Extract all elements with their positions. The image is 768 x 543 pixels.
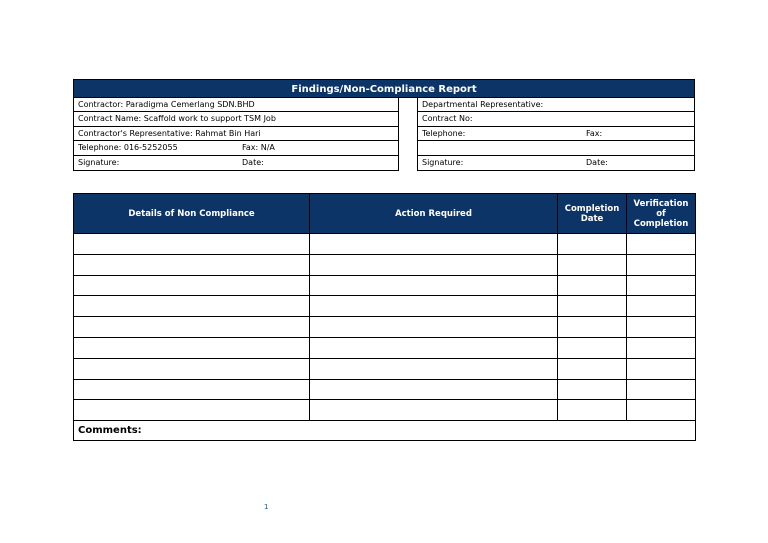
- contractor-phone-row: [74, 141, 398, 155]
- action-cell[interactable]: [310, 400, 558, 421]
- action-cell[interactable]: [310, 296, 558, 317]
- completion-cell[interactable]: [558, 234, 627, 255]
- completion-cell[interactable]: [558, 317, 627, 338]
- header-verification-line3: Completion: [633, 218, 689, 229]
- contractor-signature: Signature:: [78, 157, 120, 167]
- verification-cell[interactable]: [627, 296, 696, 317]
- table-row: [74, 379, 696, 400]
- verification-cell[interactable]: [627, 254, 696, 275]
- contractor-text: Contractor: Paradigma Cemerlang SDN.BHD: [78, 100, 255, 109]
- action-cell[interactable]: [310, 337, 558, 358]
- contract-name-row: [74, 112, 398, 126]
- completion-cell[interactable]: [558, 358, 627, 379]
- table-row: [74, 400, 696, 421]
- action-cell[interactable]: [310, 358, 558, 379]
- verification-cell[interactable]: [627, 358, 696, 379]
- dept-rep-row: [418, 98, 694, 112]
- verification-cell[interactable]: [627, 400, 696, 421]
- header-verification: [627, 194, 696, 234]
- details-cell[interactable]: [74, 317, 310, 338]
- header-completion-line1: Completion: [564, 203, 620, 214]
- dept-blank-row: [418, 141, 694, 155]
- header-details: Details of Non Compliance: [74, 194, 310, 234]
- details-cell[interactable]: [74, 379, 310, 400]
- header-verification-line1: Verification: [633, 198, 689, 209]
- verification-cell[interactable]: [627, 275, 696, 296]
- completion-cell[interactable]: [558, 296, 627, 317]
- action-cell[interactable]: [310, 379, 558, 400]
- dept-phone-row: [418, 127, 694, 141]
- dept-date: Date:: [586, 157, 608, 167]
- header-completion-date: [558, 194, 627, 234]
- report-title: Findings/Non-Compliance Report: [73, 79, 695, 98]
- table-row: [74, 337, 696, 358]
- completion-cell[interactable]: [558, 254, 627, 275]
- dept-rep-text: Departmental Representative:: [422, 100, 544, 109]
- action-cell[interactable]: [310, 234, 558, 255]
- table-row: [74, 317, 696, 338]
- contractor-date: Date:: [242, 157, 264, 167]
- header-completion-line2: Date: [580, 213, 604, 224]
- action-cell[interactable]: [310, 275, 558, 296]
- table-row: [74, 275, 696, 296]
- dept-fax: Fax:: [586, 128, 603, 138]
- details-cell[interactable]: [74, 337, 310, 358]
- contract-name-text: Contract Name: Scaffold work to support TSM Job: [78, 114, 276, 124]
- header-action: Action Required: [310, 194, 558, 234]
- details-cell[interactable]: [74, 400, 310, 421]
- completion-cell[interactable]: [558, 400, 627, 421]
- contractor-telephone: Telephone: 016-5252055: [78, 143, 178, 153]
- details-cell[interactable]: [74, 296, 310, 317]
- info-spacer: [399, 98, 417, 171]
- contractor-rep-row: [74, 127, 398, 141]
- details-cell[interactable]: [74, 254, 310, 275]
- contractor-rep-text: Contractor's Representative: Rahmat Bin Hari: [78, 128, 261, 138]
- contract-no-text: Contract No:: [422, 114, 473, 124]
- details-cell[interactable]: [74, 234, 310, 255]
- comments-row: [74, 421, 696, 441]
- contractor-info: [73, 98, 399, 171]
- table-header-row: [74, 194, 696, 234]
- info-section: [73, 98, 695, 171]
- contractor-fax: Fax: N/A: [242, 143, 275, 153]
- comments-label[interactable]: Comments:: [74, 421, 696, 441]
- action-cell[interactable]: [310, 254, 558, 275]
- dept-telephone: Telephone:: [422, 128, 466, 138]
- contract-no-row: [418, 112, 694, 126]
- details-cell[interactable]: [74, 275, 310, 296]
- completion-cell[interactable]: [558, 379, 627, 400]
- table-row: [74, 254, 696, 275]
- header-verification-line2: of: [656, 208, 666, 219]
- verification-cell[interactable]: [627, 234, 696, 255]
- verification-cell[interactable]: [627, 317, 696, 338]
- contractor-row: [74, 98, 398, 112]
- details-cell[interactable]: [74, 358, 310, 379]
- dept-signature-row: [418, 156, 694, 170]
- non-compliance-table: [73, 193, 696, 441]
- table-row: [74, 234, 696, 255]
- completion-cell[interactable]: [558, 337, 627, 358]
- verification-cell[interactable]: [627, 337, 696, 358]
- action-cell[interactable]: [310, 317, 558, 338]
- table-row: [74, 358, 696, 379]
- verification-cell[interactable]: [627, 379, 696, 400]
- completion-cell[interactable]: [558, 275, 627, 296]
- department-info: [417, 98, 695, 171]
- table-row: [74, 296, 696, 317]
- page-number: 1: [264, 503, 269, 511]
- dept-signature: Signature:: [422, 157, 464, 167]
- contractor-signature-row: [74, 156, 398, 170]
